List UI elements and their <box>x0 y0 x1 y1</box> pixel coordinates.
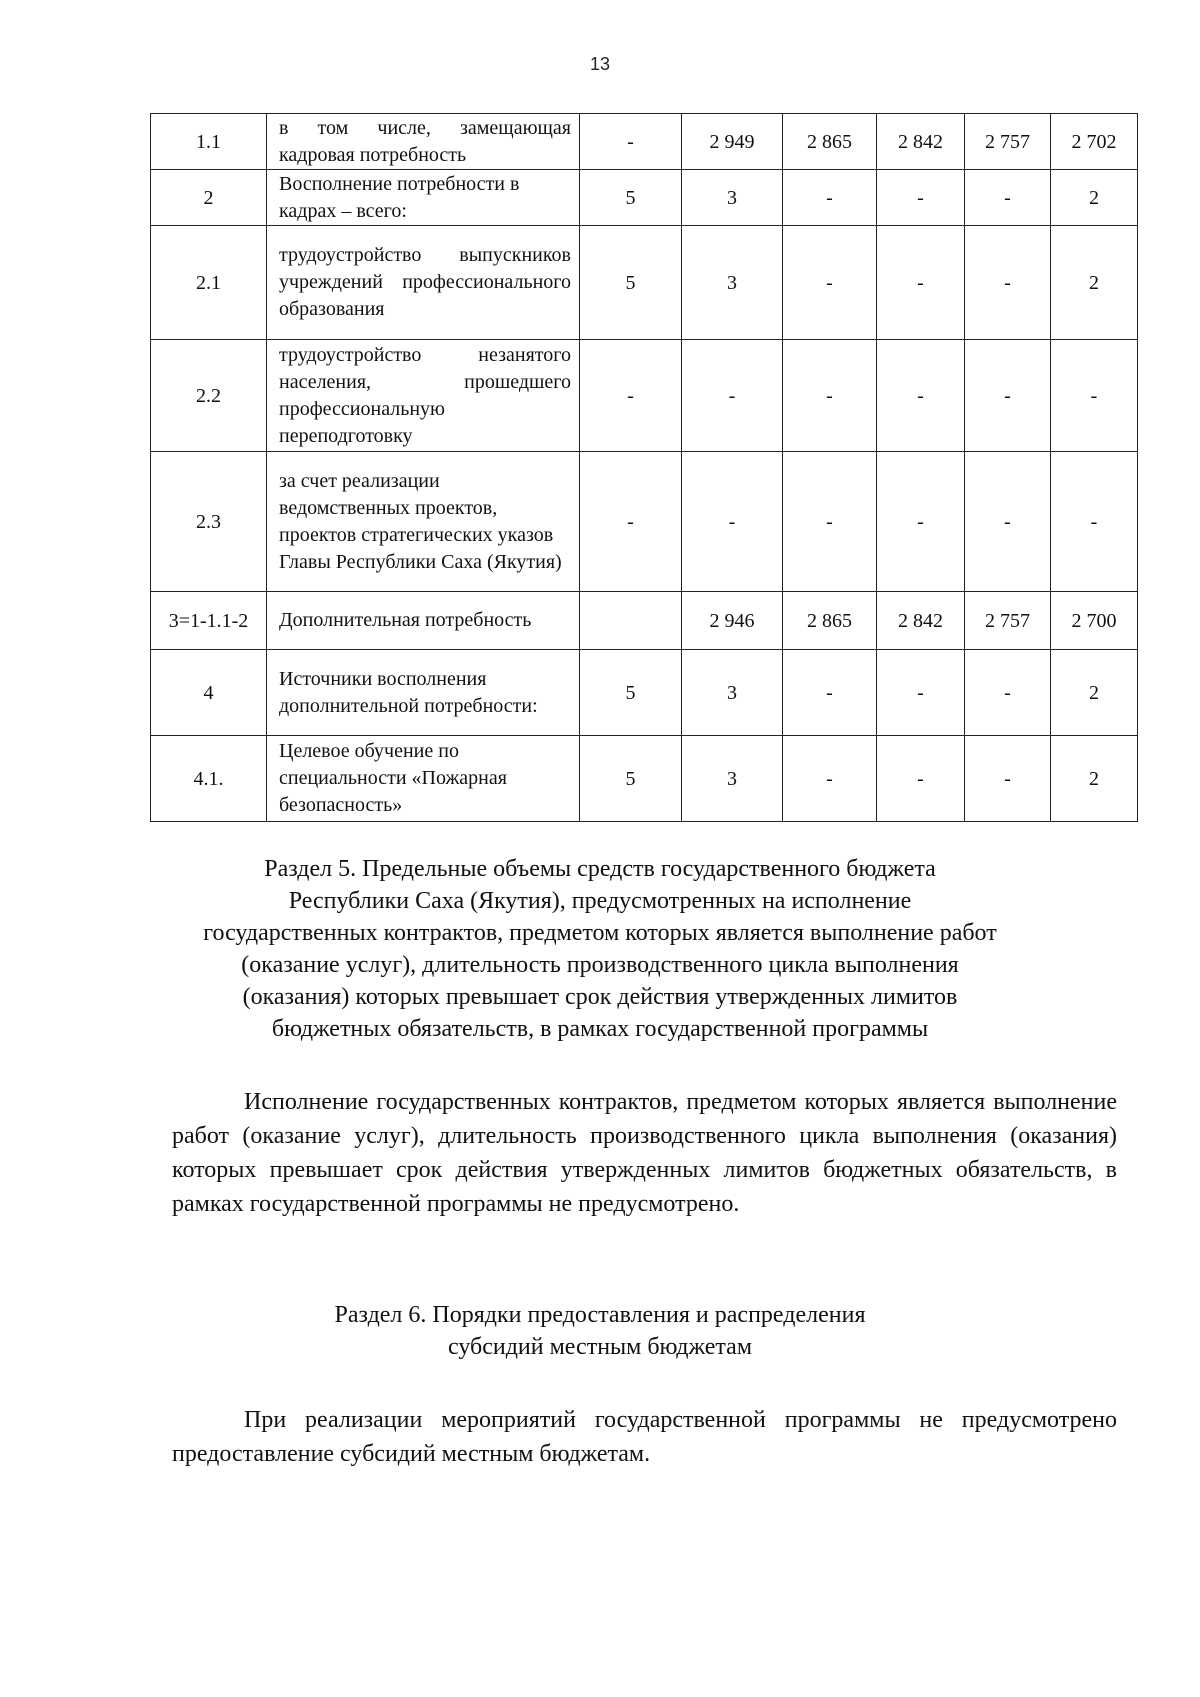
value-cell: 2 702 <box>1051 114 1138 170</box>
section6-title <box>0 1299 1200 1363</box>
section5-title <box>0 853 1200 1045</box>
table-row <box>151 592 1138 650</box>
value-cell <box>580 592 682 650</box>
value-cell: 3 <box>682 170 783 226</box>
value-cell: - <box>877 650 965 736</box>
value-cell: 2 700 <box>1051 592 1138 650</box>
value-cell: 5 <box>580 650 682 736</box>
table-row <box>151 452 1138 592</box>
row-number: 4.1. <box>151 736 267 822</box>
value-cell: - <box>877 736 965 822</box>
row-name: за счет реализации ведомственных проектов, проектов стратегических указов Главы Республики Саха (Якутия) <box>267 452 580 592</box>
title-line: Республики Саха (Якутия), предусмотренных на исполнение <box>288 888 912 914</box>
value-cell: 5 <box>580 226 682 340</box>
row-name: в том числе, замещающая кадровая потребность <box>267 114 580 170</box>
title-line: субсидий местным бюджетам <box>447 1334 753 1360</box>
row-number: 2.3 <box>151 452 267 592</box>
value-cell: - <box>580 452 682 592</box>
value-cell: - <box>580 340 682 452</box>
value-cell: 5 <box>580 736 682 822</box>
value-cell: 3 <box>682 736 783 822</box>
staffing-table <box>150 113 1138 822</box>
value-cell: 2 <box>1051 736 1138 822</box>
value-cell: 2 <box>1051 650 1138 736</box>
value-cell: - <box>877 170 965 226</box>
value-cell: - <box>580 114 682 170</box>
value-cell: 5 <box>580 170 682 226</box>
value-cell: 2 757 <box>965 114 1051 170</box>
value-cell: - <box>783 736 877 822</box>
value-cell: 2 842 <box>877 592 965 650</box>
value-cell: - <box>783 170 877 226</box>
value-cell: - <box>682 452 783 592</box>
value-cell: 2 865 <box>783 114 877 170</box>
value-cell: - <box>877 452 965 592</box>
value-cell: - <box>877 340 965 452</box>
value-cell: - <box>965 452 1051 592</box>
row-name: трудоустройство выпускников учреждений профессионального образования <box>267 226 580 340</box>
row-number: 1.1 <box>151 114 267 170</box>
value-cell: 2 <box>1051 170 1138 226</box>
row-name: трудоустройство незанятого населения, прошедшего профессиональную переподготовку <box>267 340 580 452</box>
value-cell: - <box>965 650 1051 736</box>
value-cell: - <box>783 452 877 592</box>
value-cell: 2 757 <box>965 592 1051 650</box>
table-row <box>151 340 1138 452</box>
row-name: Целевое обучение по специальности «Пожарная безопасность» <box>267 736 580 822</box>
page-number: 13 <box>589 54 611 74</box>
row-number: 3=1-1.1-2 <box>151 592 267 650</box>
value-cell: 2 949 <box>682 114 783 170</box>
title-line: Раздел 6. Порядки предоставления и распределения <box>334 1302 866 1328</box>
value-cell: - <box>965 736 1051 822</box>
value-cell: 2 865 <box>783 592 877 650</box>
title-line: бюджетных обязательств, в рамках государственной программы <box>271 1016 929 1042</box>
value-cell: 2 842 <box>877 114 965 170</box>
value-cell: - <box>1051 452 1138 592</box>
row-number: 2.1 <box>151 226 267 340</box>
value-cell: - <box>783 226 877 340</box>
value-cell: - <box>965 170 1051 226</box>
section5-paragraph: Исполнение государственных контрактов, предметом которых является выполнение работ (оказание услуг), длительность производственного цикла выполнения (оказания) которых превышает срок действия утвержденных лимитов бюджетных обязательств, в рамках государственной программы не предусмотрено. <box>172 1089 1117 1217</box>
section6-paragraph: При реализации мероприятий государственной программы не предусмотрено предоставление субсидий местным бюджетам. <box>172 1407 1117 1467</box>
value-cell: - <box>965 226 1051 340</box>
row-number: 2 <box>151 170 267 226</box>
value-cell: - <box>783 340 877 452</box>
title-line: Раздел 5. Предельные объемы средств государственного бюджета <box>264 856 936 882</box>
table-row <box>151 650 1138 736</box>
table-row <box>151 736 1138 822</box>
value-cell: 3 <box>682 650 783 736</box>
row-name: Восполнение потребности в кадрах – всего: <box>267 170 580 226</box>
value-cell: 2 946 <box>682 592 783 650</box>
value-cell: - <box>682 340 783 452</box>
table-row <box>151 114 1138 170</box>
table-row <box>151 226 1138 340</box>
title-line: (оказание услуг), длительность производственного цикла выполнения <box>241 952 959 978</box>
value-cell: - <box>783 650 877 736</box>
value-cell: - <box>965 340 1051 452</box>
title-line: (оказания) которых превышает срок действия утвержденных лимитов <box>242 984 958 1010</box>
value-cell: - <box>1051 340 1138 452</box>
value-cell: 2 <box>1051 226 1138 340</box>
row-name: Источники восполнения дополнительной потребности: <box>267 650 580 736</box>
value-cell: 3 <box>682 226 783 340</box>
row-name: Дополнительная потребность <box>267 592 580 650</box>
row-number: 2.2 <box>151 340 267 452</box>
value-cell: - <box>877 226 965 340</box>
table-row <box>151 170 1138 226</box>
row-number: 4 <box>151 650 267 736</box>
title-line: государственных контрактов, предметом которых является выполнение работ <box>203 920 997 946</box>
